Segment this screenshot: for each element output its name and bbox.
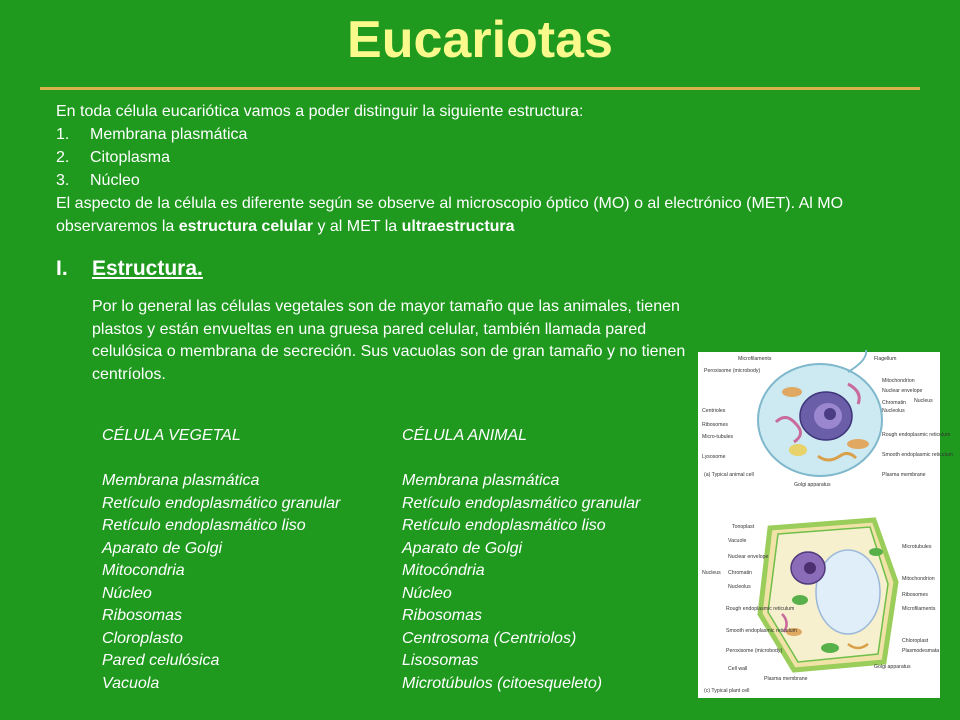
diagram-label: Flagellum xyxy=(874,356,897,362)
title-divider xyxy=(40,87,920,90)
list-text: Membrana plasmática xyxy=(90,126,248,143)
plant-item: Pared celulósica xyxy=(102,652,220,669)
diagram-label: Golgi apparatus xyxy=(874,664,911,670)
plant-item: Cloroplasto xyxy=(102,629,183,647)
animal-item: Lisosomas xyxy=(402,652,479,669)
animal-item: Microtúbulos (citoesqueleto) xyxy=(402,674,603,692)
diagram-label: Micro-tubules xyxy=(702,434,734,440)
diagram-label: Cell wall xyxy=(728,666,748,672)
animal-item: Núcleo xyxy=(402,584,452,602)
list-number: 1. xyxy=(56,126,70,143)
diagram-label: Rough endoplasmic reticulum xyxy=(882,432,951,438)
animal-cell-drawing xyxy=(702,350,953,488)
diagram-label: Ribosomes xyxy=(902,592,928,598)
structure-list xyxy=(56,123,916,192)
animal-item: Retículo endoplasmático granular xyxy=(402,494,641,512)
cell-diagram-image xyxy=(698,352,953,698)
diagram-label: Plasma membrane xyxy=(764,676,808,682)
diagram-label: Smooth endoplasmic reticulum xyxy=(882,452,953,458)
plant-column-header: CÉLULA VEGETAL xyxy=(102,427,241,444)
diagram-label: Tonoplast xyxy=(732,524,755,530)
slide-title: Eucariotas xyxy=(347,11,613,69)
diagram-label: Golgi apparatus xyxy=(794,482,831,488)
diagram-label: Nuclear envelope xyxy=(728,554,769,560)
list-item xyxy=(56,169,916,192)
diagram-label: Microfilaments xyxy=(902,606,936,612)
diagram-label: Chromatin xyxy=(728,570,752,576)
diagram-label: Chloroplast xyxy=(902,638,929,644)
animal-item: Aparato de Golgi xyxy=(402,539,523,557)
animal-item: Retículo endoplasmático liso xyxy=(402,517,606,534)
section-number: I. xyxy=(56,257,68,280)
intro-lead: En toda célula eucariótica vamos a poder distinguir la siguiente estructura: xyxy=(56,103,584,120)
list-text: Citoplasma xyxy=(90,149,171,166)
intro-text-1: El aspecto de la célula es diferente según se observe al microscopio óptico (MO) o al electrónico (MET). Al MO observaremos la xyxy=(56,195,844,235)
intro-bold-2: ultraestructura xyxy=(401,218,515,235)
plant-item: Vacuola xyxy=(102,674,160,692)
animal-item: Ribosomas xyxy=(402,607,483,624)
diagram-label: Rough endoplasmic reticulum xyxy=(726,606,795,612)
plant-item: Aparato de Golgi xyxy=(102,539,223,557)
diagram-label: Peroxisome (microbody) xyxy=(704,368,761,374)
intro-block xyxy=(56,100,916,238)
diagram-label: Microfilaments xyxy=(738,356,772,362)
diagram-label: Chromatin xyxy=(882,400,906,406)
diagram-label: Nucleolus xyxy=(882,408,905,414)
plant-cell-column xyxy=(102,425,340,695)
diagram-label: Smooth endoplasmic reticulum xyxy=(726,628,797,634)
intro-paragraph xyxy=(56,192,916,238)
plant-cell-drawing xyxy=(702,520,939,694)
diagram-label: Centrioles xyxy=(702,408,726,414)
intro-bold-1: estructura celular xyxy=(178,218,313,235)
diagram-caption: (c) Typical plant cell xyxy=(704,688,750,694)
diagram-label: Vacuole xyxy=(728,538,747,544)
animal-column-header: CÉLULA ANIMAL xyxy=(402,427,528,444)
diagram-caption: (a) Typical animal cell xyxy=(704,472,754,478)
diagram-label: Nucleolus xyxy=(728,584,751,590)
plant-item: Retículo endoplasmático granular xyxy=(102,494,341,512)
animal-item: Membrana plasmática xyxy=(402,472,560,489)
animal-cell-column xyxy=(402,425,640,695)
diagram-label: Peroxisome (microbody) xyxy=(726,648,783,654)
section-heading xyxy=(56,254,203,284)
diagram-label: Plasma membrane xyxy=(882,472,926,478)
diagram-label: Lysosome xyxy=(702,454,726,460)
animal-item: Centrosoma (Centriolos) xyxy=(402,629,577,647)
list-number: 3. xyxy=(56,172,70,189)
diagram-label: Plasmodesmata xyxy=(902,648,940,654)
intro-text-2: y al MET la xyxy=(313,218,402,235)
diagram-label: Microtubules xyxy=(902,544,932,550)
list-item xyxy=(56,123,916,146)
diagram-label: Nucleus xyxy=(702,570,721,576)
diagram-label: Ribosomes xyxy=(702,422,728,428)
diagram-label: Mitochondrion xyxy=(882,378,915,384)
list-number: 2. xyxy=(56,149,70,166)
diagram-label: Mitochondrion xyxy=(902,576,935,582)
list-text: Núcleo xyxy=(90,172,140,189)
cell-diagram-svg xyxy=(698,352,953,698)
structure-paragraph: Por lo general las células vegetales son de mayor tamaño que las animales, tienen plastos y están envueltas en una gruesa pared celular, también llamada pared celulósica o membrana de secreción. Sus vacuolas son de gran tamaño y no tienen centríolos. xyxy=(92,298,686,383)
diagram-label: Nucleus xyxy=(914,398,933,404)
plant-item: Mitocondria xyxy=(102,562,185,579)
plant-item: Membrana plasmática xyxy=(102,472,260,489)
plant-item: Retículo endoplasmático liso xyxy=(102,517,306,534)
plant-item: Ribosomas xyxy=(102,607,183,624)
list-item xyxy=(56,146,916,169)
animal-item: Mitocóndria xyxy=(402,562,485,579)
diagram-label: Nuclear envelope xyxy=(882,388,923,394)
section-title: Estructura. xyxy=(92,257,203,280)
plant-item: Núcleo xyxy=(102,584,152,602)
